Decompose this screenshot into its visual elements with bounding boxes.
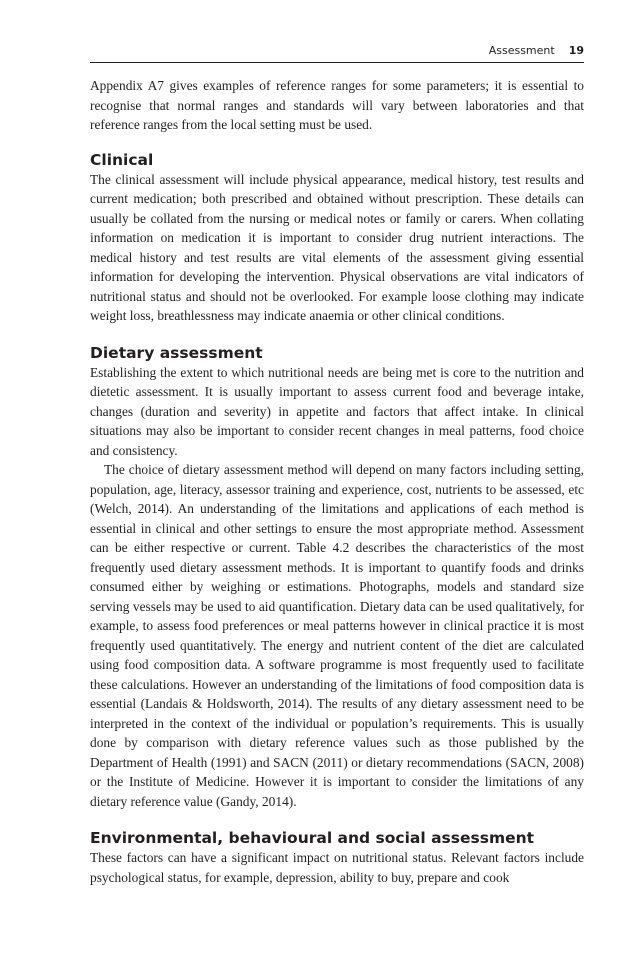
heading-environmental-assessment: Environmental, behavioural and social assessment	[90, 829, 535, 847]
page-number: 19	[568, 44, 584, 57]
clinical-paragraph: The clinical assessment will include physical appearance, medical history, test results and current medication; both prescribed and obtained without prescription. These details can usually be collated from the nursing or medical notes or family or carers. When collating information on medication it is important to consider drug nutrient interactions. The medical history and test results are vital elements of the assessment giving essential information for developing the intervention. Physical observations are vital indicators of nutritional status and should not be overlooked. For example loose clothing may indicate weight loss, breathlessness may indicate anaemia or other clinical conditions.	[90, 171, 584, 323]
heading-clinical: Clinical	[90, 150, 154, 169]
running-head	[90, 44, 584, 63]
dietary-paragraph-2: The choice of dietary assessment method will depend on many factors including setting, population, age, literacy, assessor training and experience, cost, nutrients to be assessed, etc (Welch, 2014). An understanding of the limitations and applications of each method is essential in clinical and other settings to ensure the most appropriate method. Assessment can be either respective or current. Table 4.2 describes the characteristics of the most frequently used dietary assessment methods. It is important to quantify foods and drinks consumed either by weighing or estimations. Photographs, models and standard size serving vessels may be used to aid quantification. Dietary data can be used qualitatively, for example, to assess food preferences or meal patterns however in clinical practice it is most frequently used quantitatively. The energy and nutrient content of the diet are calculated using food composition data. A software programme is most frequently used to facilitate these calculations. However an understanding of the limitations of food composition data is essential (Landais & Holdsworth, 2014). The results of any dietary assessment need to be interpreted in the context of the individual or population’s requirements. This is usually done by comparison with dietary reference values such as those published by the Department of Health (1991) and SACN (2011) or dietary recommendations (SACN, 2008) or the Institute of Medicine. However it is important to consider the limitations of any dietary reference value (Gandy, 2014).	[90, 462, 584, 809]
body-text	[90, 76, 584, 887]
running-head-title: Assessment	[488, 44, 555, 57]
intro-paragraph: Appendix A7 gives examples of reference ranges for some parameters; it is essential to recognise that normal ranges and standards will vary between laboratories and that reference ranges from the local setting must be used.	[90, 78, 584, 132]
heading-dietary-assessment: Dietary assessment	[90, 343, 263, 362]
dietary-paragraph-1: Establishing the extent to which nutritional needs are being met is core to the nutrition and dietetic assessment. It is usually important to assess current food and beverage intake, changes (duration and severity) in appetite and factors that affect intake. In clinical situations may also be important to consider recent changes in meal patterns, food choice and consistency.	[90, 364, 584, 458]
environmental-paragraph: These factors can have a significant impact on nutritional status. Relevant factors include psychological status, for example, depression, ability to buy, prepare and cook	[90, 850, 584, 885]
